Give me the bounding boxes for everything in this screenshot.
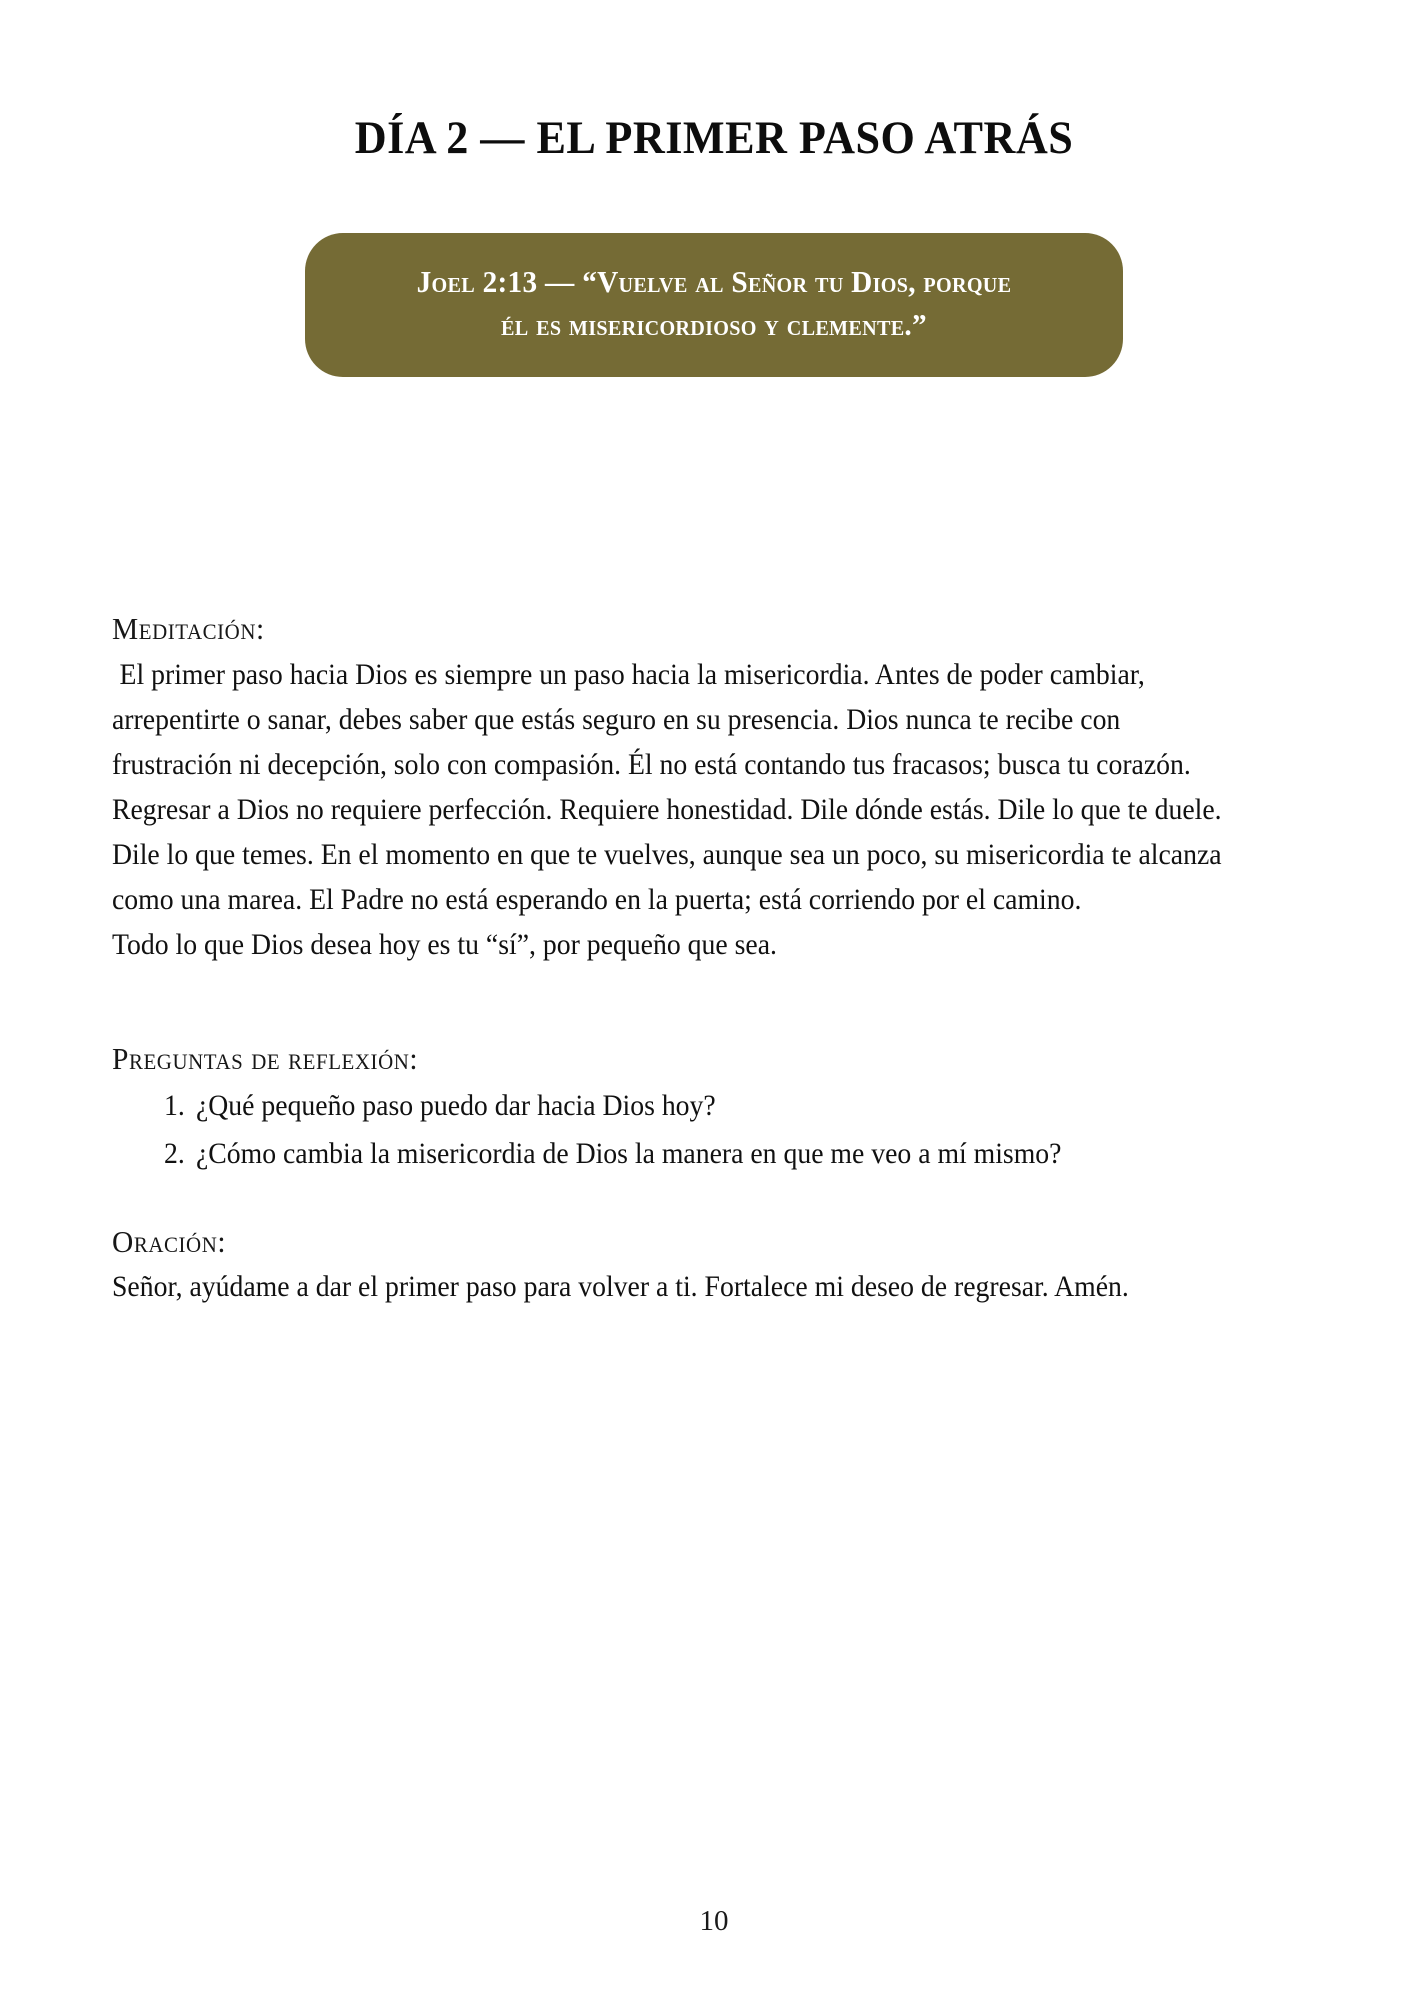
- verse-line-1: Joel 2:13 — “Vuelve al Señor tu Dios, porque: [416, 264, 1012, 299]
- section-spacer-2: [112, 1179, 1316, 1223]
- verse-callout-wrap: [0, 233, 1428, 378]
- reflection-question-2: ¿Cómo cambia la misericordia de Dios la manera en que me veo a mí mismo?: [195, 1137, 1062, 1170]
- page-content: [112, 610, 1316, 1310]
- verse-callout-box: [305, 233, 1123, 378]
- prayer-text: Señor, ayúdame a dar el primer paso para volver a ti. Fortalece mi deseo de regresar. Amén.: [112, 1271, 1129, 1304]
- meditation-paragraph-3: Todo lo que Dios desea hoy es tu “sí”, por pequeño que sea.: [112, 928, 777, 961]
- meditation-paragraph-2: Regresar a Dios no requiere perfección. Requiere honestidad. Dile dónde estás. Dile lo que te duele. Dile lo que temes. En el momento en que te vuelves, aunque sea un poco, su misericordia te alcanza como una marea. El Padre no está esperando en la puerta; está corriendo por el camino.: [112, 793, 1222, 916]
- reflection-question-list: [112, 1084, 1316, 1176]
- reflection-heading: Preguntas de reflexión:: [112, 1040, 419, 1076]
- verse-line-2: él es misericordioso y clemente.”: [501, 307, 927, 342]
- meditation-heading: Meditación:: [112, 611, 265, 646]
- reflection-question-1: ¿Qué pequeño paso puedo dar hacia Dios hoy?: [195, 1090, 716, 1123]
- prayer-heading: Oración:: [112, 1223, 227, 1259]
- page-number: 10: [699, 1905, 729, 1937]
- page-title: DÍA 2 — EL PRIMER PASO ATRÁS: [354, 112, 1074, 164]
- section-spacer: [112, 968, 1316, 1040]
- meditation-paragraph-1: El primer paso hacia Dios es siempre un paso hacia la misericordia. Antes de poder cambiar, arrepentirte o sanar, debes saber que estás seguro en su presencia. Dios nunca te recibe con frustración ni decepción, solo con compasión. Él no está contando tus fracasos; busca tu corazón.: [112, 658, 1191, 781]
